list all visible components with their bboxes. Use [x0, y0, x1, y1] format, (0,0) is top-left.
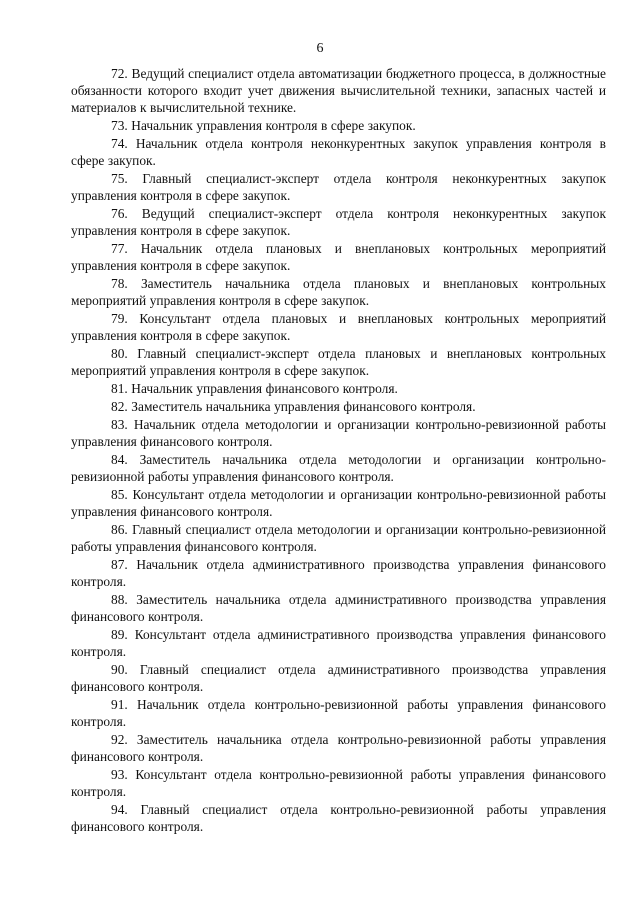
list-item: 72. Ведущий специалист отдела автоматизации бюджетного процесса, в должностные обязанности которого входит учет движения вычислительной техники, запасных частей и материалов к вычислительной технике. — [71, 66, 606, 116]
document-body — [71, 65, 606, 836]
list-item: 85. Консультант отдела методологии и организации контрольно-ревизионной работы управления финансового контроля. — [71, 486, 606, 519]
list-item: 81. Начальник управления финансового контроля. — [111, 381, 398, 396]
list-item: 92. Заместитель начальника отдела контрольно-ревизионной работы управления финансового контроля. — [71, 731, 606, 764]
list-item: 73. Начальник управления контроля в сфере закупок. — [111, 118, 416, 134]
list-item: 88. Заместитель начальника отдела административного производства управления финансового контроля. — [71, 591, 606, 624]
list-item: 80. Главный специалист-эксперт отдела плановых и внеплановых контрольных мероприятий управления контроля в сфере закупок. — [71, 346, 606, 379]
list-item: 93. Консультант отдела контрольно-ревизионной работы управления финансового контроля. — [71, 766, 606, 799]
list-item: 74. Начальник отдела контроля неконкурентных закупок управления контроля в сфере закупок. — [71, 136, 606, 169]
list-item: 82. Заместитель начальника управления финансового контроля. — [111, 398, 476, 414]
list-item: 87. Начальник отдела административного производства управления финансового контроля. — [71, 556, 606, 589]
list-item: 77. Начальник отдела плановых и внеплановых контрольных мероприятий управления контроля в сфере закупок. — [71, 241, 606, 274]
list-item: 84. Заместитель начальника отдела методологии и организации контрольно-ревизионной работы управления финансового контроля. — [71, 451, 606, 484]
list-item: 75. Главный специалист-эксперт отдела контроля неконкурентных закупок управления контроля в сфере закупок. — [71, 171, 606, 204]
list-item: 89. Консультант отдела административного производства управления финансового контроля. — [71, 626, 606, 659]
list-item: 79. Консультант отдела плановых и внеплановых контрольных мероприятий управления контроля в сфере закупок. — [71, 311, 606, 344]
list-item: 78. Заместитель начальника отдела плановых и внеплановых контрольных мероприятий управления контроля в сфере закупок. — [71, 276, 606, 309]
list-item: 94. Главный специалист отдела контрольно-ревизионной работы управления финансового контроля. — [71, 801, 606, 834]
list-item: 76. Ведущий специалист-эксперт отдела контроля неконкурентных закупок управления контроля в сфере закупок. — [71, 206, 606, 239]
list-item: 91. Начальник отдела контрольно-ревизионной работы управления финансового контроля. — [71, 696, 606, 729]
page-number: 6 — [316, 41, 324, 56]
list-item: 83. Начальник отдела методологии и организации контрольно-ревизионной работы управления финансового контроля. — [71, 416, 606, 449]
list-item: 86. Главный специалист отдела методологии и организации контрольно-ревизионной работы управления финансового контроля. — [71, 521, 606, 554]
list-item: 90. Главный специалист отдела административного производства управления финансового контроля. — [71, 661, 606, 694]
